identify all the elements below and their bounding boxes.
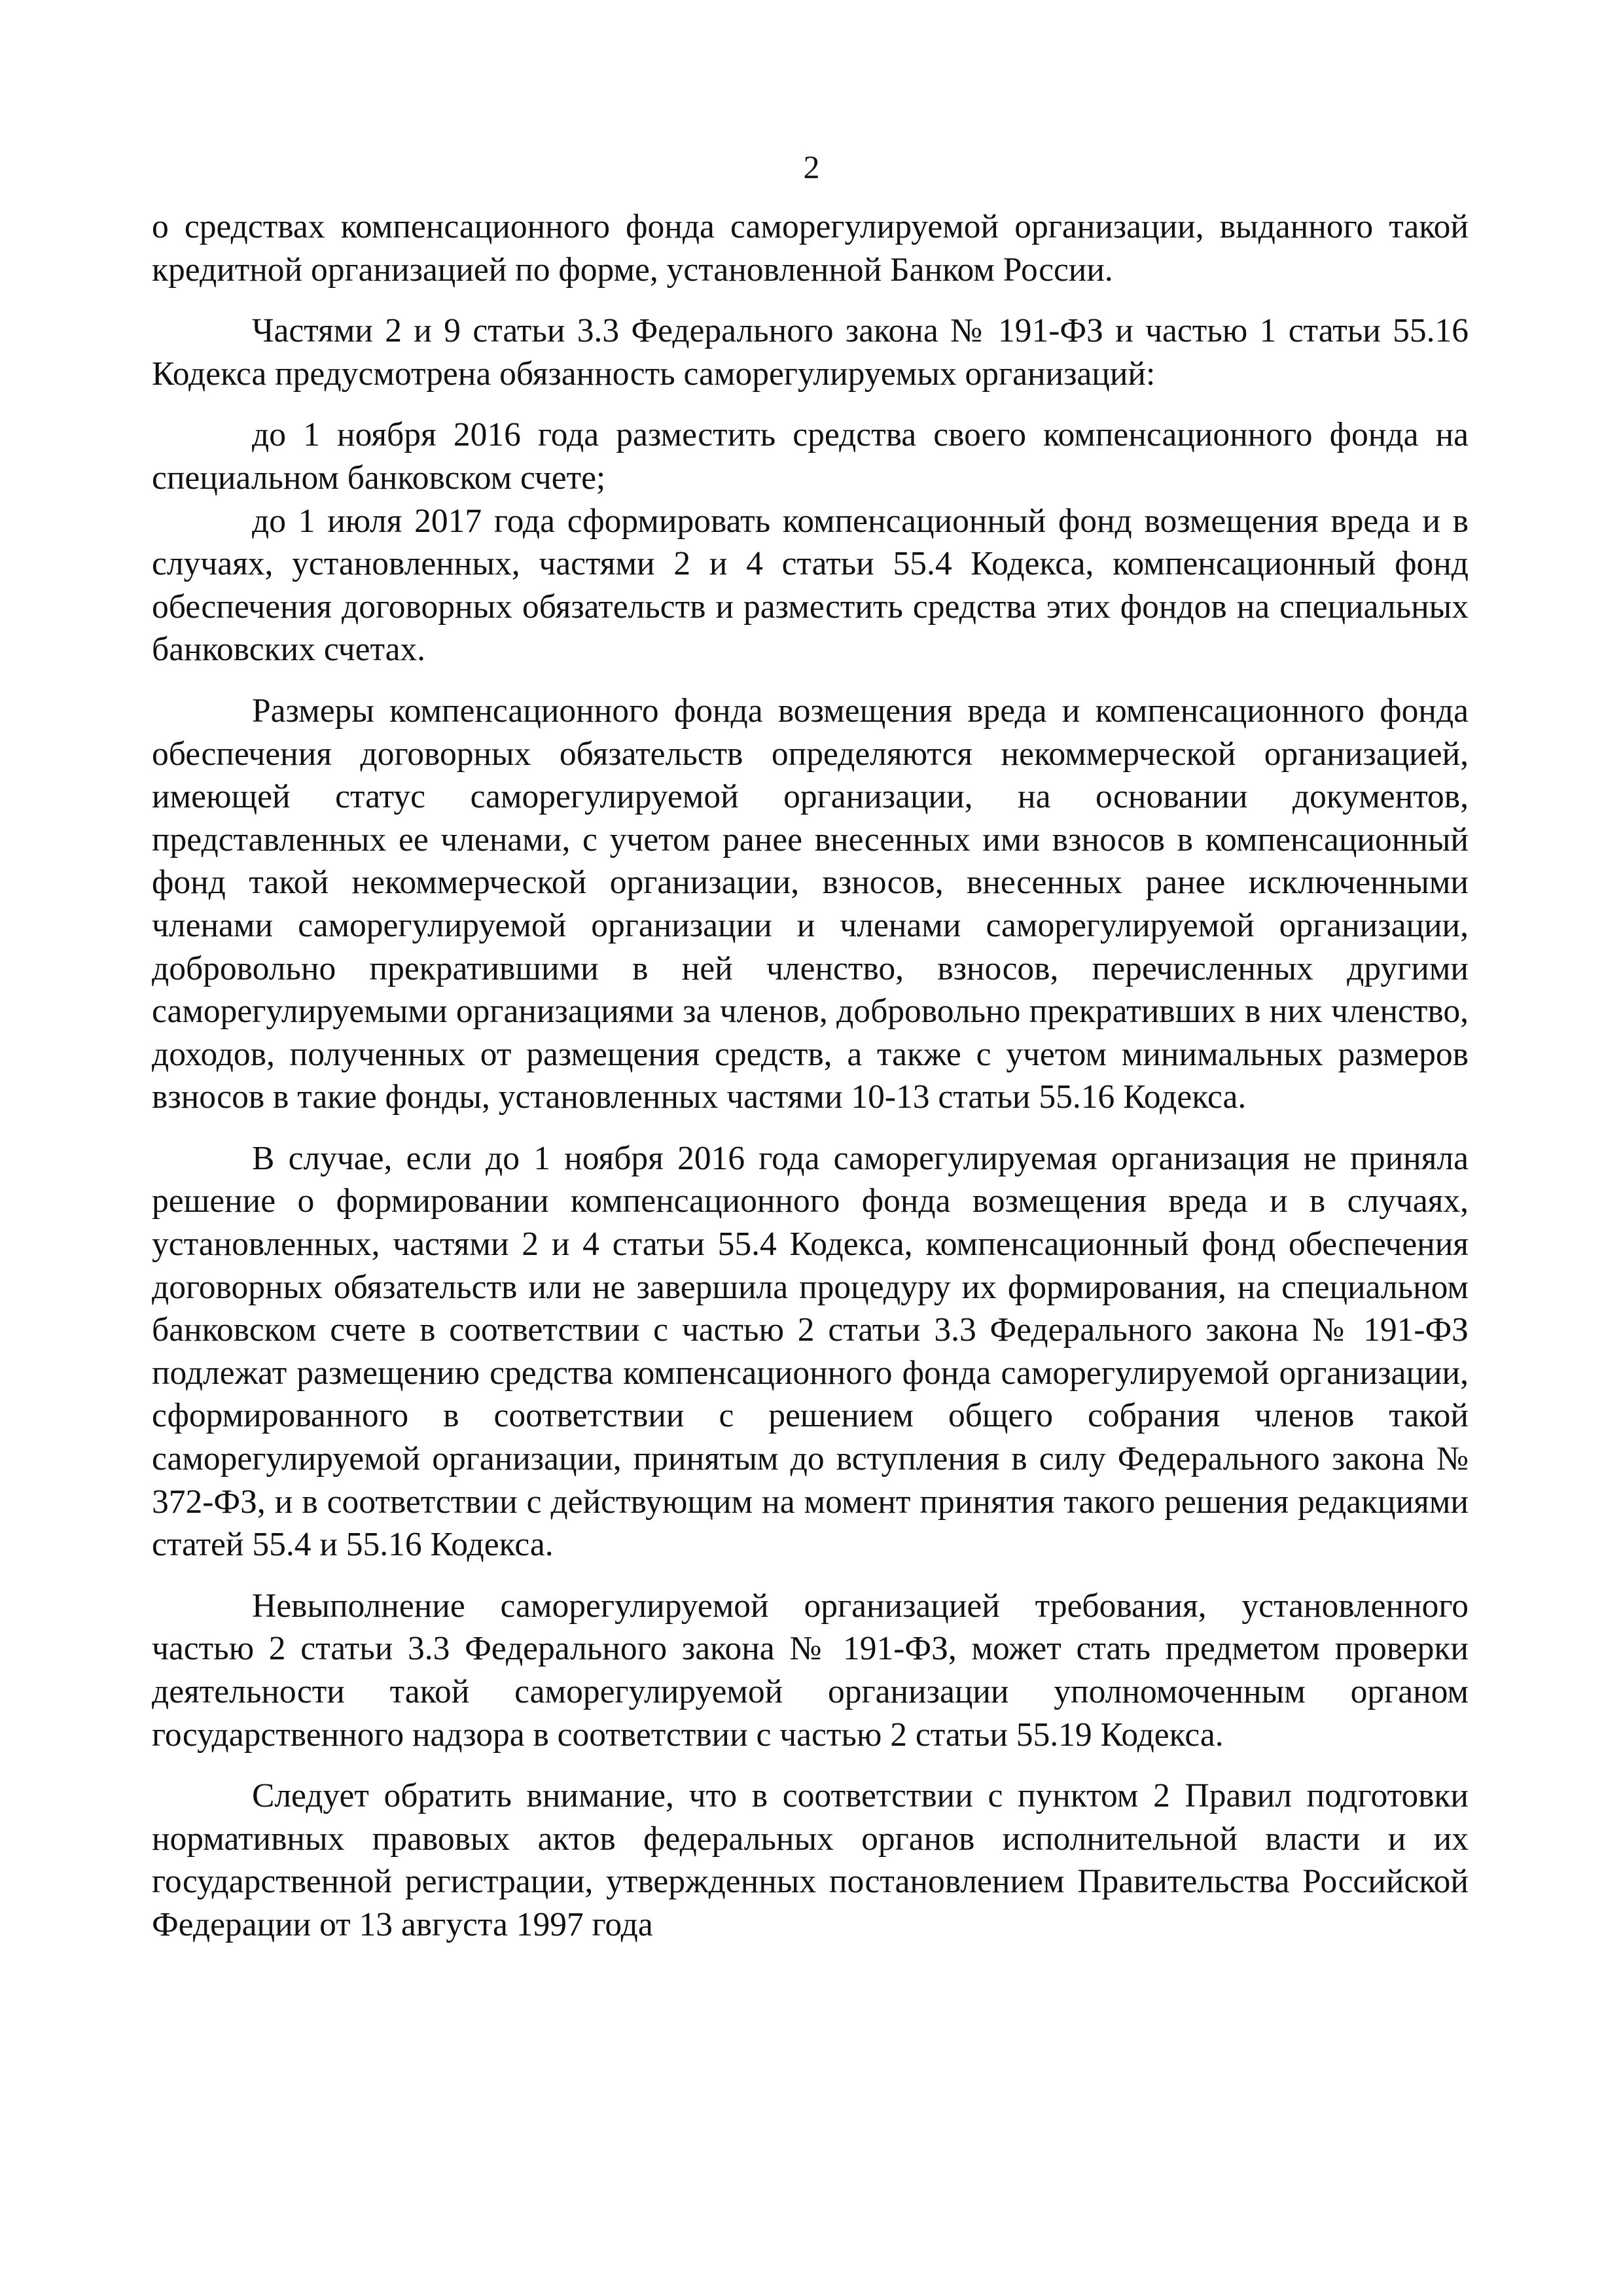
paragraph: Следует обратить внимание, что в соответствии с пунктом 2 Правил подготовки нормативных правовых актов федеральных органов исполнительной власти и их государственной регистрации, утвержденных постановлением Правительства Российской Федерации от 13 августа 1997 года [152, 1777, 1469, 1943]
paragraph: Размеры компенсационного фонда возмещения вреда и компенсационного фонда обеспечения договорных обязательств определяются некоммерческой организацией, имеющей статус саморегулируемой организации, на основании документов, представленных ее членами, с учетом ранее внесенных ими взносов в компенсационный фонд такой некоммерческой организации, взносов, внесенных ранее исключенными членами саморегулируемой организации и членами саморегулируемой организации, добровольно прекратившими в ней членство, взносов, перечисленных другими саморегулируемыми организациями за членов, добровольно прекративших в них членство, доходов, полученных от размещения средств, а также с учетом минимальных размеров взносов в такие фонды, установленных частями 10-13 статьи 55.16 Кодекса. [152, 692, 1469, 1116]
paragraph: до 1 июля 2017 года сформировать компенсационный фонд возмещения вреда и в случаях, установленных, частями 2 и 4 статьи 55.4 Кодекса, компенсационный фонд обеспечения договорных обязательств и разместить средства этих фондов на специальных банковских счетах. [152, 502, 1469, 669]
paragraph: до 1 ноября 2016 года разместить средства своего компенсационного фонда на специальном банковском счете; [152, 416, 1469, 497]
paragraph: Невыполнение саморегулируемой организацией требования, установленного частью 2 статьи 3.3 Федерального закона № 191-ФЗ, может стать предметом проверки деятельности такой саморегулируемой организации уполномоченным органом государственного надзора в соответствии с частью 2 статьи 55.19 Кодекса. [152, 1587, 1469, 1754]
paragraph: Частями 2 и 9 статьи 3.3 Федерального закона № 191-ФЗ и частью 1 статьи 55.16 Кодекса предусмотрена обязанность саморегулируемых организаций: [152, 312, 1469, 393]
paragraph: В случае, если до 1 ноября 2016 года саморегулируемая организация не приняла решение о формировании компенсационного фонда возмещения вреда и в случаях, установленных, частями 2 и 4 статьи 55.4 Кодекса, компенсационный фонд обеспечения договорных обязательств или не завершила процедуру их формирования, на специальном банковском счете в соответствии с частью 2 статьи 3.3 Федерального закона № 191-ФЗ подлежат размещению средства компенсационного фонда саморегулируемой организации, сформированного в соответствии с решением общего собрания членов такой саморегулируемой организации, принятым до вступления в силу Федерального закона № 372-ФЗ, и в соответствии с действующим на момент принятия такого решения редакциями статей 55.4 и 55.16 Кодекса. [152, 1139, 1469, 1564]
paragraph-continuation: о средствах компенсационного фонда саморегулируемой организации, выданного такой кредитной организацией по форме, установленной Банком России. [152, 208, 1469, 289]
page-number: 2 [803, 149, 820, 185]
document-body [152, 205, 1469, 1947]
